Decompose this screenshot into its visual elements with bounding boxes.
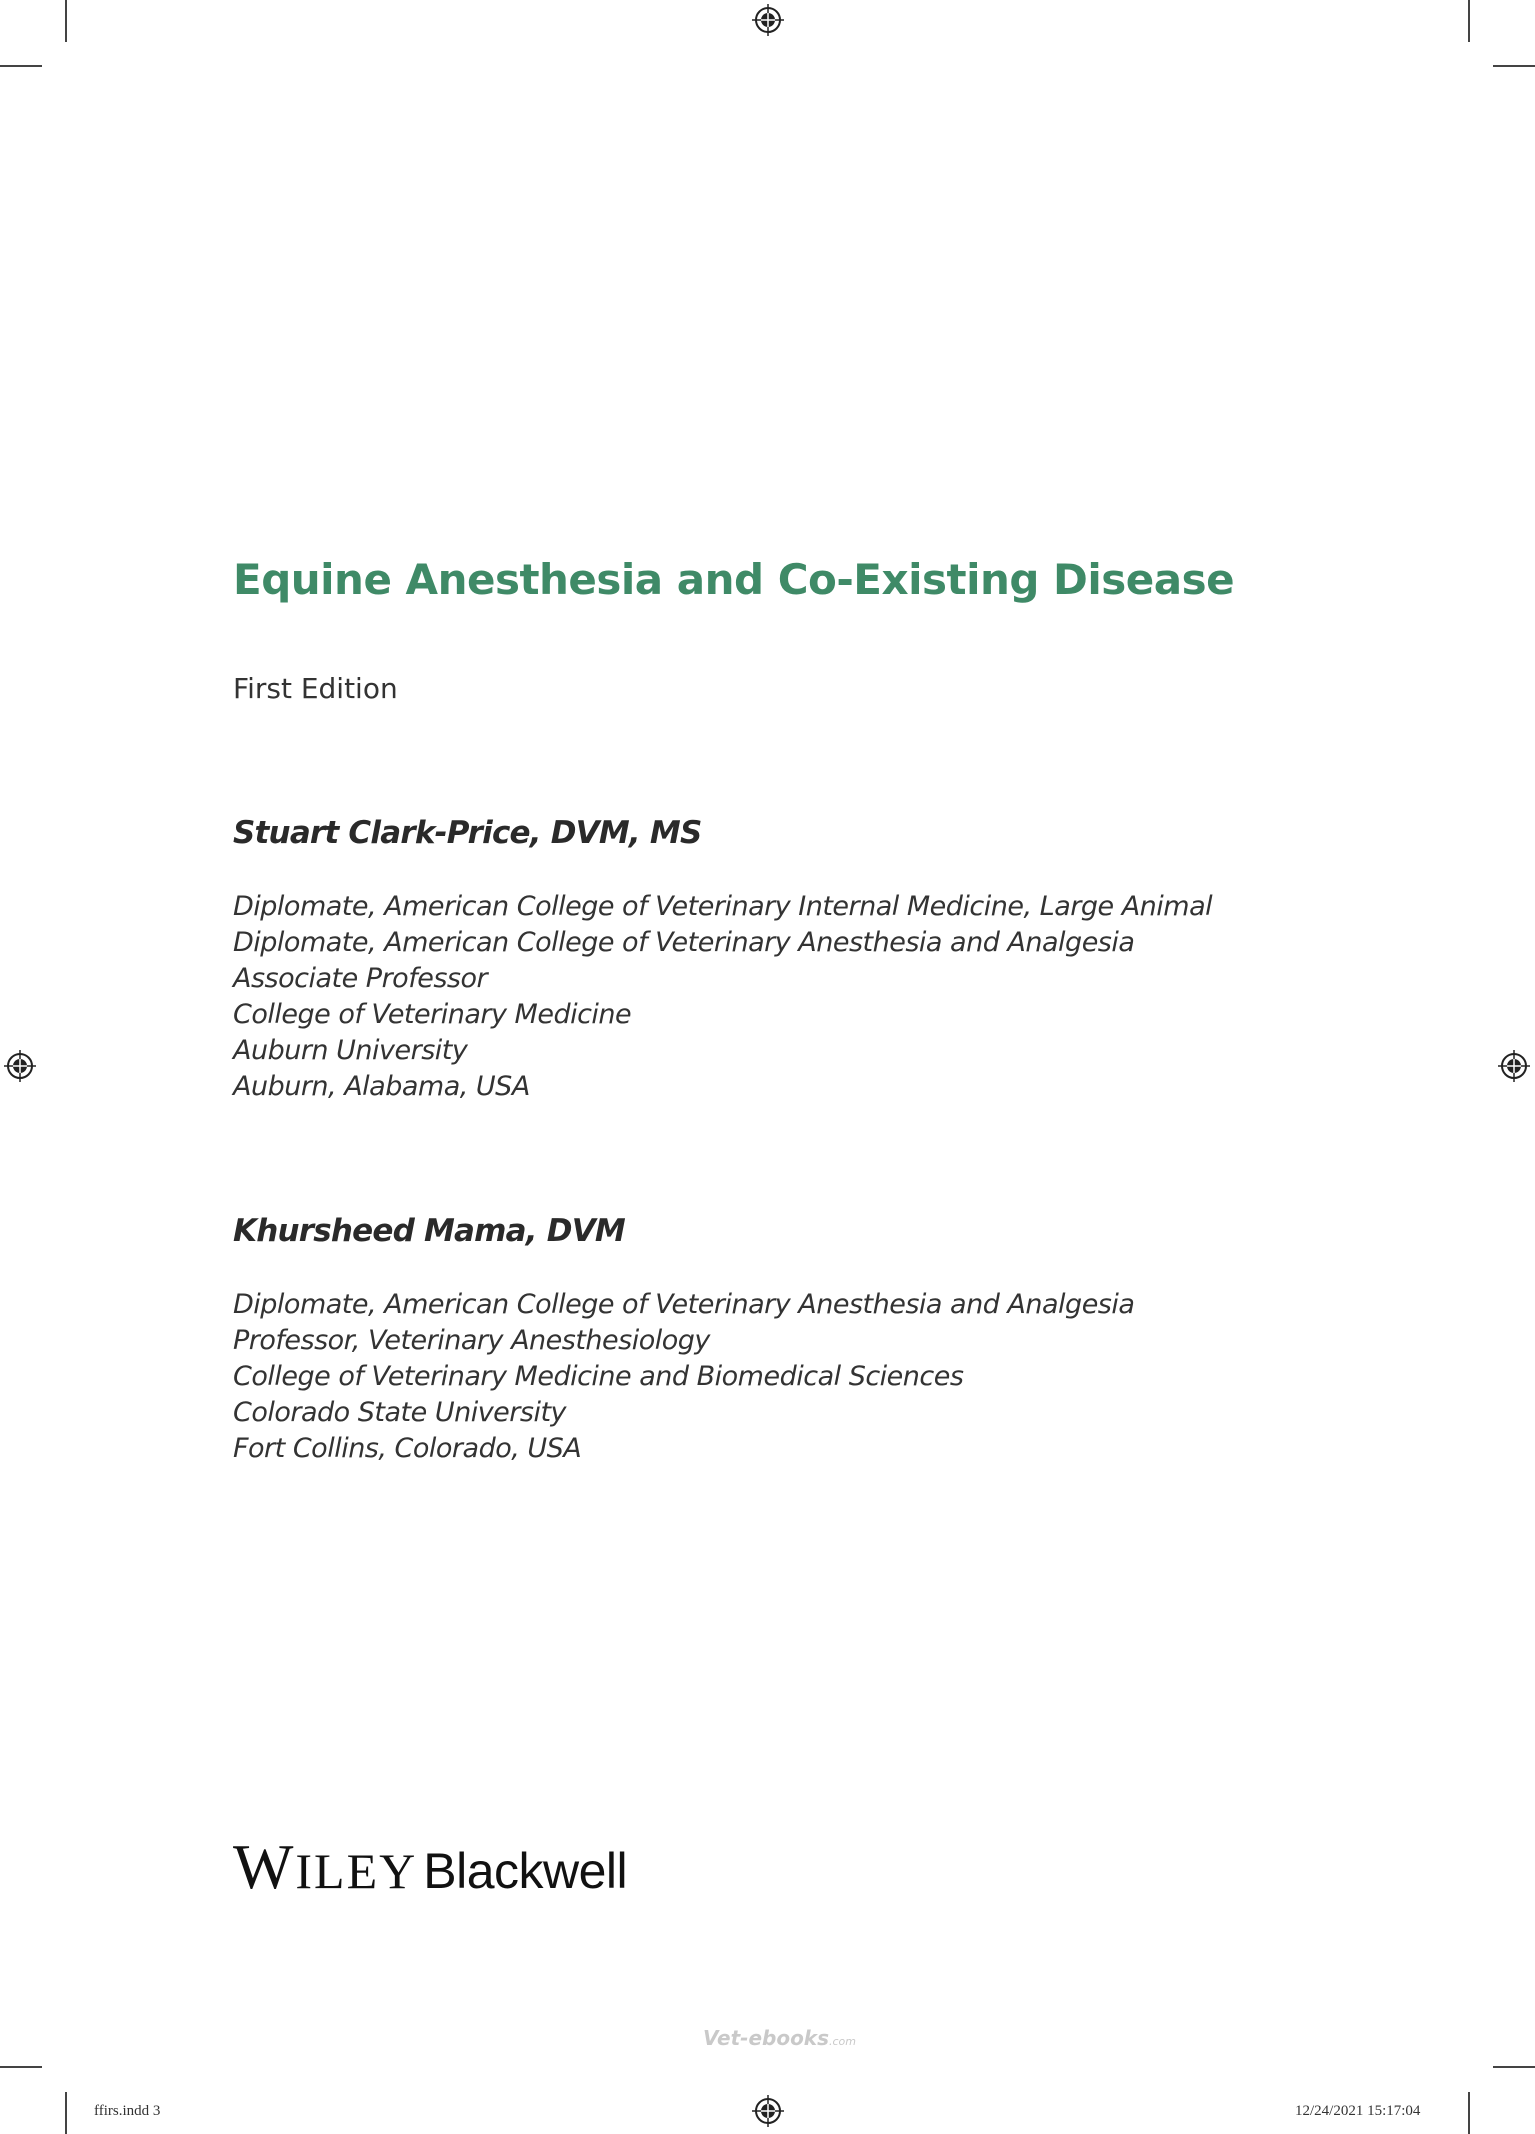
affiliation-line: Diplomate, American College of Veterinary Anesthesia and Analgesia (233, 927, 1135, 958)
slug-datetime: 12/24/2021 15:17:04 (1295, 2103, 1421, 2119)
wiley-wordmark: WILEY (233, 1831, 418, 1902)
affiliation-line: Diplomate, American College of Veterinary Anesthesia and Analgesia (233, 1289, 1135, 1320)
author-name: Khursheed Mama, DVM (233, 1213, 625, 1249)
crop-mark-bottom-right-h (1493, 2066, 1535, 2068)
slug-filename: ffirs.indd 3 (94, 2103, 161, 2119)
crop-mark-top-right-h (1493, 65, 1535, 67)
book-edition: First Edition (233, 672, 398, 705)
book-title: Equine Anesthesia and Co-Existing Disease (233, 555, 1235, 604)
author-affiliations (233, 889, 1212, 1105)
affiliation-line: Auburn University (233, 1035, 468, 1066)
affiliation-line: College of Veterinary Medicine and Biomedical Sciences (233, 1361, 964, 1392)
registration-mark-icon (4, 1050, 36, 1082)
registration-mark-icon (752, 2095, 784, 2127)
registration-mark-icon (752, 4, 784, 36)
affiliation-line: Diplomate, American College of Veterinary Internal Medicine, Large Animal (233, 891, 1213, 922)
affiliation-line: Colorado State University (233, 1397, 567, 1428)
author-affiliations (233, 1287, 1134, 1467)
author-name: Stuart Clark-Price, DVM, MS (233, 815, 702, 851)
crop-mark-top-left-h (0, 65, 42, 67)
publisher-logo (233, 1830, 627, 1904)
crop-mark-top-left (65, 0, 67, 42)
crop-mark-bottom-left (65, 2092, 67, 2134)
crop-mark-bottom-left-h (0, 2066, 42, 2068)
affiliation-line: Fort Collins, Colorado, USA (233, 1433, 582, 1464)
affiliation-line: Associate Professor (233, 963, 488, 994)
watermark: Vet-ebooks.com (703, 2026, 857, 2050)
blackwell-wordmark: Blackwell (423, 1843, 628, 1899)
affiliation-line: Auburn, Alabama, USA (233, 1071, 530, 1102)
crop-mark-top-right (1468, 0, 1470, 42)
affiliation-line: College of Veterinary Medicine (233, 999, 632, 1030)
affiliation-line: Professor, Veterinary Anesthesiology (233, 1325, 710, 1356)
registration-mark-icon (1498, 1050, 1530, 1082)
crop-mark-bottom-right (1468, 2092, 1470, 2134)
